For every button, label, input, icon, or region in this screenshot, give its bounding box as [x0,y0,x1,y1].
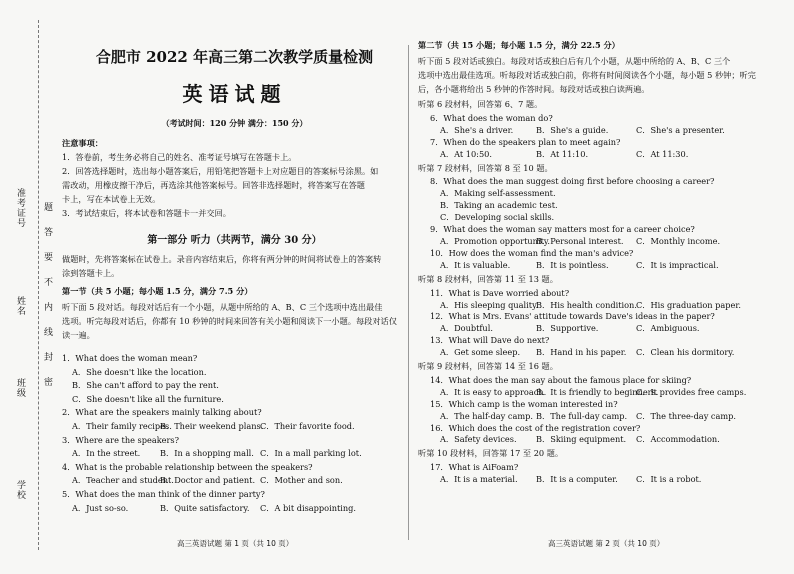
question-item [430,113,790,137]
answer-option: A．It is valuable. [440,259,511,270]
question-item [430,288,790,312]
part1-intro-line: 涂到答题卡上。 [62,268,120,278]
section1-intro-line: 读一遍。 [62,330,95,340]
question-item [430,335,790,359]
answer-options-row [430,300,790,312]
answer-option: A．It is easy to approach. [440,386,547,397]
question-item [430,137,790,161]
question-text: 14．What does the man say about the famous place for skiing? [430,374,692,385]
question-item [430,423,790,447]
question-item [430,375,790,399]
answer-option: B．It is pointless. [536,259,609,270]
question-item [430,399,790,423]
answer-options-row [430,387,790,399]
question-text: 7．When do the speakers plan to meet again? [430,136,621,147]
answer-option: C．It is a robot. [636,474,702,485]
binding-label-name: 姓名 [15,296,25,316]
question-item [62,488,407,515]
section1-intro-line: 选项。听完每段对话后，你都有 10 秒钟的时间来回答有关小题和阅读下一小题。每段对话仅 [62,316,397,326]
answer-options-row [430,260,790,272]
question-text: 5．What does the man think of the dinner party? [62,488,265,499]
answer-option: B．Hand in his paper. [536,347,627,358]
note-line: 1．答卷前，考生务必将自己的姓名、准考证号填写在答题卡上。 [62,152,297,162]
answer-option: B．She can't afford to pay the rent. [72,380,219,391]
answer-options-row [430,149,790,161]
seal-char: 答 [44,228,54,238]
binding-label-exam-number: 准考证号 [15,188,25,228]
material-heading: 听第 6 段材料，回答第 6、7 题。 [418,99,543,109]
question-text: 2．What are the speakers mainly talking about? [62,407,262,418]
answer-option: B．Doctor and patient. [160,475,256,486]
answer-options-row [62,502,407,516]
answer-option: B．At 11:10. [536,148,589,159]
question-text: 13．What will Dave do next? [430,335,550,346]
answer-option: B．In a shopping mall. [160,448,254,459]
answer-option: C．It is impractical. [636,259,719,270]
answer-option: C．Their favorite food. [260,420,355,431]
answer-option: B．It is friendly to beginners. [536,386,659,397]
answer-option: A．Doubtful. [440,323,493,334]
answer-option: C．A bit disappointing. [260,502,356,513]
answer-option: C．In a mall parking lot. [260,448,362,459]
note-line: 3．考试结束后，将本试卷和答题卡一并交回。 [62,208,231,218]
question-item [430,224,790,248]
answer-option: A．Making self-assessment. [440,188,556,199]
answer-options-row [430,411,790,423]
answer-option: C．The three-day camp. [636,410,736,421]
page-footer: 高三英语试题 第 2 页（共 10 页） [548,539,665,548]
seal-char: 密 [44,378,54,388]
section2-block [418,38,788,96]
section2-intro-line: 后，各小题将给出 5 秒钟的作答时间。每段对话或独白读两遍。 [418,84,650,94]
answer-option: C．Mother and son. [260,475,343,486]
answer-option: A．Promotion opportunity. [440,235,550,246]
answer-option: B．Taking an academic test. [440,200,558,211]
material-heading: 听第 9 段材料，回答第 14 至 16 题。 [418,361,558,372]
answer-option: A．At 10:50. [440,148,492,159]
answer-option: B．The full-day camp. [536,410,628,421]
section2-questions [418,97,790,486]
answer-option: A．Their family recipes. [72,420,172,431]
answer-option: B．It is a computer. [536,474,618,485]
material-heading: 听第 8 段材料，回答第 11 至 13 题。 [418,273,558,284]
section2-heading: 第二节（共 15 小题；每小题 1.5 分，满分 22.5 分） [418,40,620,50]
question-item [62,352,407,406]
seal-line [38,20,39,550]
answer-option: C．Accommodation. [636,434,720,445]
question-text: 15．Which camp is the woman interested in? [430,398,618,409]
subject-title: 英语试题 [182,82,287,106]
question-item [430,311,790,335]
question-text: 9．What does the woman say matters most for a career choice? [430,224,695,235]
material-heading: 听第 10 段材料，回答第 17 至 20 题。 [418,448,564,459]
answer-options-row [430,125,790,137]
section2-intro-line: 选项中选出最佳选项。听每段对话或独白前，你将有时间阅读各个小题，每小题 5 秒钟；听完 [418,70,756,80]
answer-option: A．In the street. [72,448,141,459]
answer-option: B．Quite satisfactory. [160,502,250,513]
answer-option: C．At 11:30. [636,148,689,159]
question-text: 3．Where are the speakers? [62,434,180,445]
question-item [430,462,790,486]
answer-option: C．Clean his dormitory. [636,347,735,358]
seal-char: 不 [44,278,54,288]
note-line: 2．回答选择题时，选出每小题答案后，用铅笔把答题卡上对应题目的答案标号涂黑。如 [62,166,379,176]
seal-char: 线 [44,328,54,338]
seal-char: 封 [44,353,54,363]
section2-intro-line: 听下面 5 段对话或独白。每段对话或独白后有几个小题，从题中所给的 A、B、C 三个 [418,56,731,66]
binding-margin [0,0,60,574]
answer-option: B．Their weekend plans. [160,420,264,431]
answer-option: B．His health condition. [536,299,637,310]
answer-option: A．Just so-so. [72,502,129,513]
answer-option: C．She's a presenter. [636,124,725,135]
question-item [62,461,407,488]
seal-char: 题 [44,203,54,213]
notes-title: 注意事项： [62,138,103,148]
answer-option: C．Ambiguous. [636,323,700,334]
seal-char: 内 [44,303,54,313]
answer-option: C．Developing social skills. [440,212,555,223]
note-line: 卡上，写在本试卷上无效。 [62,194,161,204]
answer-options-row [430,323,790,335]
answer-options-row [62,447,407,461]
answer-option: C．It provides free camps. [636,386,747,397]
answer-option: A．Get some sleep. [440,347,521,358]
question-text: 10．How does the woman find the man's advice? [430,247,634,258]
question-text: 6．What does the woman do? [430,112,553,123]
seal-char: 要 [44,253,54,263]
answer-option: B．Skiing equipment. [536,434,627,445]
notes-block [62,136,407,220]
answer-options-row [430,434,790,446]
binding-label-class: 班级 [15,378,25,398]
question-item [430,176,790,224]
binding-label-school: 学校 [15,480,25,500]
material-heading: 听第 7 段材料，回答第 8 至 10 题。 [418,162,553,173]
answer-options-row [430,236,790,248]
section1-heading: 第一节（共 5 小题；每小题 1.5 分，满分 7.5 分） [62,286,253,296]
exam-title: 合肥市 2022 年高三第二次教学质量检测 [95,48,374,66]
answer-option: A．She's a driver. [440,124,514,135]
answer-option: A．She doesn't like the location. [72,366,207,377]
page-footer: 高三英语试题 第 1 页（共 10 页） [177,539,294,548]
answer-option: C．She doesn't like all the furniture. [72,393,224,404]
question-text: 12．What is Mrs. Evans' attitude towards Dave's ideas in the paper? [430,311,715,322]
question-text: 16．Which does the cost of the registration cover? [430,422,641,433]
question-text: 8．What does the man suggest doing first before choosing a career? [430,176,715,187]
exam-meta: （考试时间：120 分钟 满分：150 分） [161,118,308,128]
question-text: 4．What is the probable relationship between the speakers? [62,461,313,472]
section1-intro-line: 听下面 5 段对话。每段对话后有一个小题，从题中所给的 A、B、C 三个选项中选出最佳 [62,302,383,312]
question-text: 17．What is AiFoam? [430,462,519,473]
answer-option: A．Teacher and student. [72,475,174,486]
answer-options-row [430,474,790,486]
answer-options-row [62,420,407,434]
question-item [62,434,407,461]
answer-option: B．Personal interest. [536,235,624,246]
answer-option: B．Supportive. [536,323,599,334]
answer-option: B．She's a guide. [536,124,609,135]
question-item [430,248,790,272]
question-text: 11．What is Dave worried about? [430,287,570,298]
answer-option: C．His graduation paper. [636,299,741,310]
answer-option: A．The half-day camp. [440,410,533,421]
section1-questions [62,352,407,515]
answer-option: C．Monthly income. [636,235,721,246]
answer-option: A．His sleeping quality. [440,299,539,310]
part1-heading: 第一部分 听力（共两节，满分 30 分） [147,235,322,246]
question-item [62,406,407,433]
answer-options-row [430,347,790,359]
answer-option: A．Safety devices. [440,434,517,445]
part1-intro-line: 做题时，先将答案标在试卷上。录音内容结束后，你将有两分钟的时间将试卷上的答案转 [62,254,382,264]
answer-options-row [62,474,407,488]
note-line: 需改动，用橡皮擦干净后，再选涂其他答案标号。回答非选择题时，将答案写在答题 [62,180,365,190]
part1-block [62,234,407,342]
column-divider [408,45,409,540]
question-text: 1．What does the woman mean? [62,353,198,363]
answer-option: A．It is a material. [440,474,518,485]
